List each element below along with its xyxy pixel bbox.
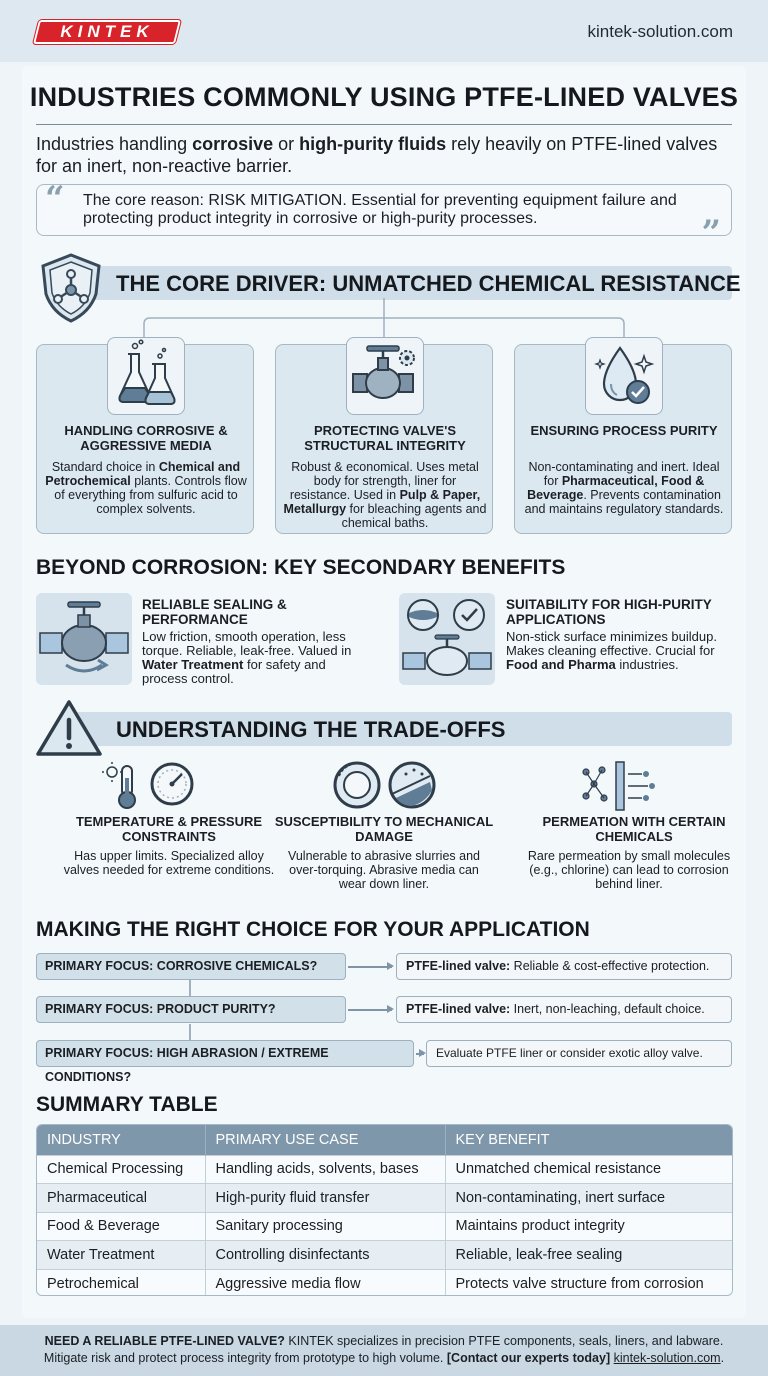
table-cell: Protects valve structure from corrosion [445,1269,732,1296]
secondary-title: BEYOND CORROSION: KEY SECONDARY BENEFITS [36,556,566,579]
summary-table-grid [37,1125,732,1296]
table-row [37,1241,732,1270]
choice-answer: Evaluate PTFE liner or consider exotic alloy valve. [426,1040,732,1067]
permeation-icon [580,760,660,812]
table-cell: Aggressive media flow [205,1269,445,1296]
clean-valve-icon [399,593,495,685]
card-icon-frame [346,337,424,415]
choice-arrow [348,966,392,968]
shield-molecule-icon [38,252,104,324]
quote-close-icon: ” [701,213,721,253]
table-cell: Controlling disinfectants [205,1241,445,1270]
card-body: Standard choice in Chemical and Petrochemical plants. Controls flow of everything from sulfuric acid to complex solvents. [45,460,247,516]
benefit-body: Low friction, smooth operation, less torque. Reliable, leak-free. Valued in Water Treatment for safety and process control. [142,629,352,686]
card-icon-frame [107,337,185,415]
choice-arrow [348,1009,392,1011]
table-cell: Sanitary processing [205,1212,445,1241]
table-cell: Pharmaceutical [37,1184,205,1213]
tradeoff-title: SUSCEPTIBILITY TO MECHANICAL DAMAGE [274,814,494,844]
benefit-title: RELIABLE SEALING & PERFORMANCE [142,597,287,627]
summary-title: SUMMARY TABLE [36,1093,218,1116]
choice-arrow [416,1053,424,1055]
flow-connector [189,980,191,996]
card-title: HANDLING CORROSIVE & AGGRESSIVE MEDIA [64,423,228,453]
core-driver-title: THE CORE DRIVER: UNMATCHED CHEMICAL RESISTANCE [116,271,741,296]
thermometer-gauge-icon [100,760,200,812]
choice-question: PRIMARY FOCUS: PRODUCT PURITY? [36,996,346,1023]
wear-damage-icon [330,760,440,812]
card-title: PROTECTING VALVE'S STRUCTURAL INTEGRITY [304,423,466,453]
table-row [37,1212,732,1241]
quote-text: The core reason: RISK MITIGATION. Essential for preventing equipment failure and protecting product integrity in corrosive or high-purity processes. [83,192,677,227]
table-cell: Petrochemical [37,1269,205,1296]
droplet-check-icon [586,338,664,416]
footer-line-1: NEED A RELIABLE PTFE-LINED VALVE? KINTEK specializes in precision PTFE components, seals, liners, and labware. [44,1334,724,1348]
table-row [37,1184,732,1213]
tradeoff-body: Has upper limits. Specialized alloy valves needed for extreme conditions. [63,849,275,877]
card-process-purity [514,344,732,534]
table-cell: Chemical Processing [37,1155,205,1184]
benefit-body: Non-stick surface minimizes buildup. Makes cleaning effective. Crucial for Food and Pharma industries. [506,629,717,672]
card-body: Non-contaminating and inert. Ideal for Pharmaceutical, Food & Beverage. Prevents contamination and maintains regulatory standards. [524,460,724,516]
choice-answer: PTFE-lined valve: Inert, non-leaching, default choice. [396,996,732,1023]
flasks-icon [108,338,186,416]
tradeoff-title: TEMPERATURE & PRESSURE CONSTRAINTS [75,814,263,844]
choice-question: PRIMARY FOCUS: CORROSIVE CHEMICALS? [36,953,346,980]
contact-link[interactable]: [Contact our experts today] [446,1351,611,1365]
footer-cta [0,1325,768,1376]
intro-text: Industries handling corrosive or high-purity fluids rely heavily on PTFE-lined valves for an inert, non-reactive barrier. [36,134,718,176]
valve-flow-icon [36,593,132,685]
summary-table [36,1124,733,1296]
tradeoff-body: Rare permeation by small molecules (e.g., chlorine) can lead to corrosion behind liner. [527,849,731,891]
table-cell: Water Treatment [37,1241,205,1270]
table-cell: Non-contaminating, inert surface [445,1184,732,1213]
benefit-icon-frame [36,593,132,685]
card-corrosive-media [36,344,254,534]
card-structural-integrity [275,344,493,534]
kintek-logo[interactable]: KINTEK [33,20,181,44]
table-cell: High-purity fluid transfer [205,1184,445,1213]
tradeoff-body: Vulnerable to abrasive slurries and over-torquing. Abrasive media can wear down liner. [287,849,480,891]
warning-icon [34,698,104,758]
card-icon-frame [585,337,663,415]
table-row [37,1155,732,1184]
table-row [37,1269,732,1296]
table-header-cell: INDUSTRY [37,1125,205,1155]
table-header-cell: PRIMARY USE CASE [205,1125,445,1155]
table-cell: Reliable, leak-free sealing [445,1241,732,1270]
page-title: INDUSTRIES COMMONLY USING PTFE-LINED VALVES [29,82,739,112]
benefit-icon-frame [399,593,495,685]
tradeoffs-title: UNDERSTANDING THE TRADE-OFFS [116,717,506,742]
table-cell: Handling acids, solvents, bases [205,1155,445,1184]
title-divider [36,124,732,125]
table-header-cell: KEY BENEFIT [445,1125,732,1155]
table-header-row [37,1125,732,1155]
site-url[interactable]: kintek-solution.com [587,22,733,41]
card-title: ENSURING PROCESS PURITY [530,423,718,438]
choice-answer: PTFE-lined valve: Reliable & cost-effective protection. [396,953,732,980]
table-cell: Maintains product integrity [445,1212,732,1241]
table-cell: Unmatched chemical resistance [445,1155,732,1184]
quote-open-icon: “ [45,179,65,219]
valve-gear-icon [347,338,425,416]
tradeoff-title: PERMEATION WITH CERTAIN CHEMICALS [542,814,726,844]
flow-connector [189,1024,191,1040]
choice-question: PRIMARY FOCUS: HIGH ABRASION / EXTREME CONDITIONS? [36,1040,414,1067]
card-body: Robust & economical. Uses metal body for strength, liner for resistance. Used in Pulp & Paper, Metallurgy for bleaching agents and chemical baths. [283,460,487,530]
website-link[interactable]: kintek-solution.com [613,1351,721,1365]
choice-title: MAKING THE RIGHT CHOICE FOR YOUR APPLICATION [36,918,590,941]
benefit-title: SUITABILITY FOR HIGH-PURITY APPLICATIONS [506,597,712,627]
table-cell: Food & Beverage [37,1212,205,1241]
footer-line-2: Mitigate risk and protect process integrity from prototype to high volume. [Contact our experts today] kintek-solution.com. [43,1351,725,1365]
key-quote [36,179,732,253]
